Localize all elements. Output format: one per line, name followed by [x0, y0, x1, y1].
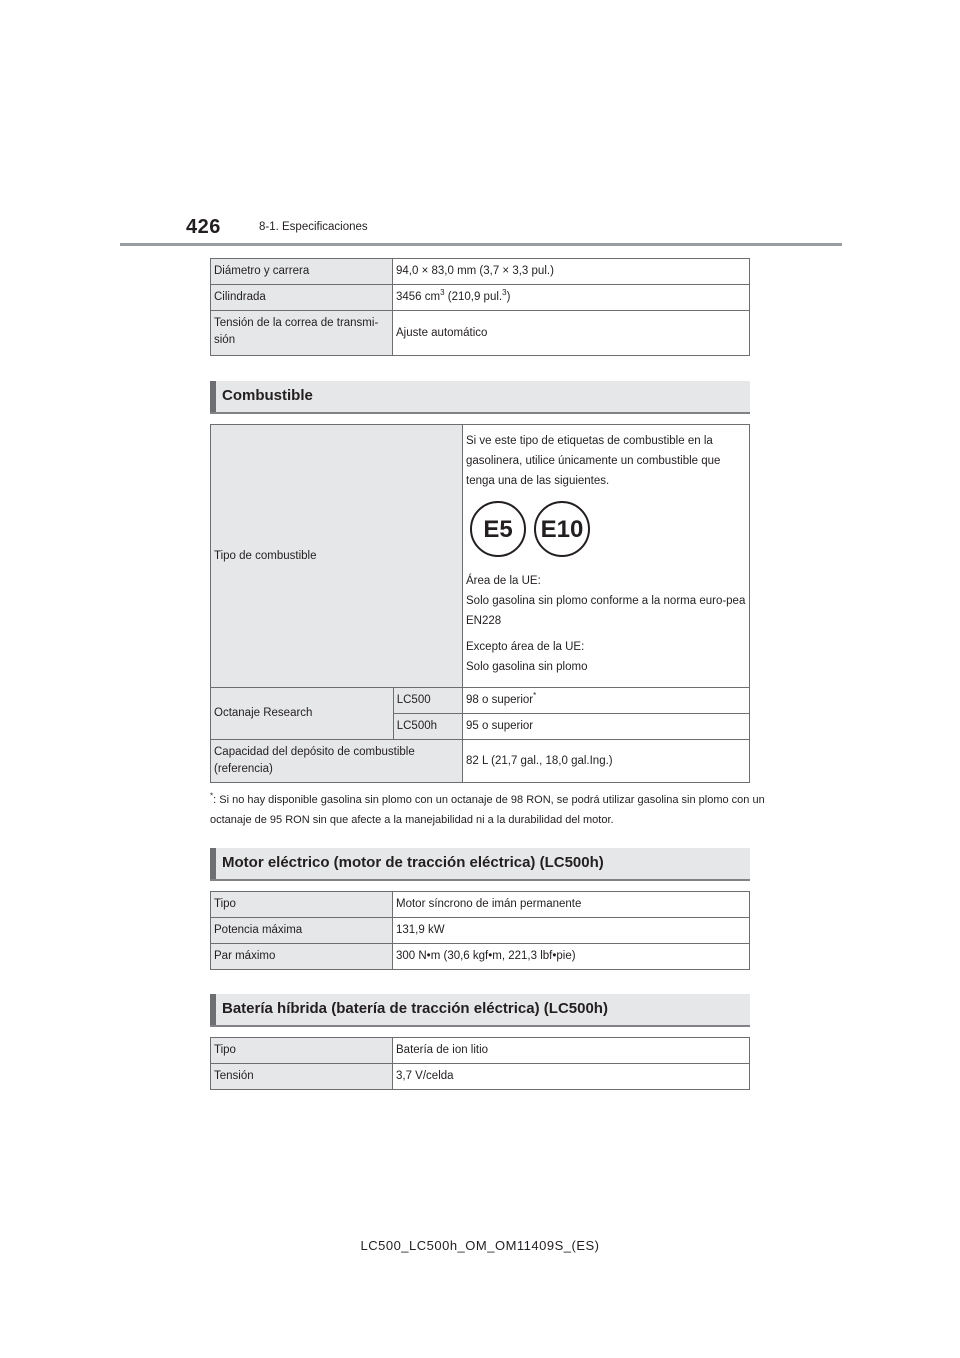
footnote: [210, 790, 770, 830]
table-row: [211, 944, 750, 970]
section-title: 8-1. Especificaciones: [259, 221, 368, 233]
row-label: Potencia máxima: [211, 918, 393, 944]
octane-value: 98 o superior: [466, 694, 534, 706]
fuel-type-detail: [463, 425, 750, 688]
row-value: 94,0 × 83,0 mm (3,7 × 3,3 pul.): [393, 259, 750, 285]
table-row: [211, 285, 750, 311]
row-value: 131,9 kW: [393, 918, 750, 944]
displacement-value-imperial: (210,9 pul.: [444, 291, 503, 303]
e10-label-icon: E10: [534, 501, 590, 557]
row-label: Diámetro y carrera: [211, 259, 393, 285]
row-label: Cilindrada: [211, 285, 393, 311]
heading-text: Combustible: [222, 387, 313, 404]
table-row: [211, 892, 750, 918]
displacement-close: ): [506, 291, 511, 303]
row-value: Ajuste automático: [393, 311, 750, 356]
table-row: [211, 1064, 750, 1090]
row-label: Octanaje Research: [211, 688, 394, 740]
row-value: Motor síncrono de imán permanente: [393, 892, 750, 918]
table-row: [211, 918, 750, 944]
header-rule: [120, 243, 842, 246]
section-heading-fuel: [210, 381, 750, 414]
motor-spec-table: [210, 891, 750, 970]
row-label: Tipo: [211, 1038, 393, 1064]
page-number: 426: [186, 216, 221, 238]
engine-spec-table: [210, 258, 750, 356]
non-eu-area-body: Solo gasolina sin plomo: [466, 661, 588, 673]
row-label: Par máximo: [211, 944, 393, 970]
eu-area-text: [466, 571, 746, 631]
footnote-text: : Si no hay disponible gasolina sin plomo con un octanaje de 98 RON, se podrá utilizar gasolina sin plomo con un octanaje de 95 RON sin que afecte a la manejabilidad ni a la durabilidad del motor.: [210, 794, 765, 826]
fuel-labels: [470, 501, 746, 557]
row-label: Tensión: [211, 1064, 393, 1090]
table-row: [211, 740, 750, 783]
table-row: [211, 311, 750, 356]
footnote-mark: *: [210, 791, 214, 801]
row-value: [393, 285, 750, 311]
displacement-value: 3456 cm: [396, 291, 441, 303]
row-value: 95 o superior: [463, 714, 750, 740]
table-row: [211, 259, 750, 285]
heading-accent-bar: [210, 848, 216, 879]
footnote-mark: *: [533, 691, 537, 701]
heading-text: Motor eléctrico (motor de tracción eléctrica) (LC500h): [222, 854, 604, 871]
e5-label-icon: E5: [470, 501, 526, 557]
fuel-intro: Si ve este tipo de etiquetas de combustible en la gasolinera, utilice únicamente un combustible que tenga una de las siguientes.: [466, 435, 721, 487]
row-label: Tipo: [211, 892, 393, 918]
row-value: [463, 688, 750, 714]
heading-accent-bar: [210, 381, 216, 412]
row-label: Capacidad del depósito de combustible (referencia): [211, 740, 463, 783]
row-value: 82 L (21,7 gal., 18,0 gal.Ing.): [463, 740, 750, 783]
eu-area-title: Área de la UE:: [466, 575, 541, 587]
table-row: [211, 425, 750, 688]
section-heading-motor: [210, 848, 750, 881]
heading-text: Batería híbrida (batería de tracción eléctrica) (LC500h): [222, 1000, 608, 1017]
eu-area-body: Solo gasolina sin plomo conforme a la norma euro-pea EN228: [466, 595, 746, 627]
model-label: LC500: [393, 688, 462, 714]
document-code-footer: LC500_LC500h_OM_OM11409S_(ES): [360, 1238, 600, 1253]
battery-spec-table: [210, 1037, 750, 1090]
non-eu-area-title: Excepto área de la UE:: [466, 641, 585, 653]
row-value: 3,7 V/celda: [393, 1064, 750, 1090]
model-label: LC500h: [393, 714, 462, 740]
table-row: [211, 688, 750, 714]
non-eu-area-text: [466, 637, 746, 677]
superscript: 3: [502, 288, 507, 298]
section-heading-battery: [210, 994, 750, 1027]
table-row: [211, 1038, 750, 1064]
row-value: Batería de ion litio: [393, 1038, 750, 1064]
heading-accent-bar: [210, 994, 216, 1025]
row-label: Tipo de combustible: [211, 425, 463, 688]
row-value: 300 N•m (30,6 kgf•m, 221,3 lbf•pie): [393, 944, 750, 970]
fuel-spec-table: [210, 424, 750, 783]
row-label: Tensión de la correa de transmi-sión: [211, 311, 393, 356]
superscript: 3: [440, 288, 445, 298]
